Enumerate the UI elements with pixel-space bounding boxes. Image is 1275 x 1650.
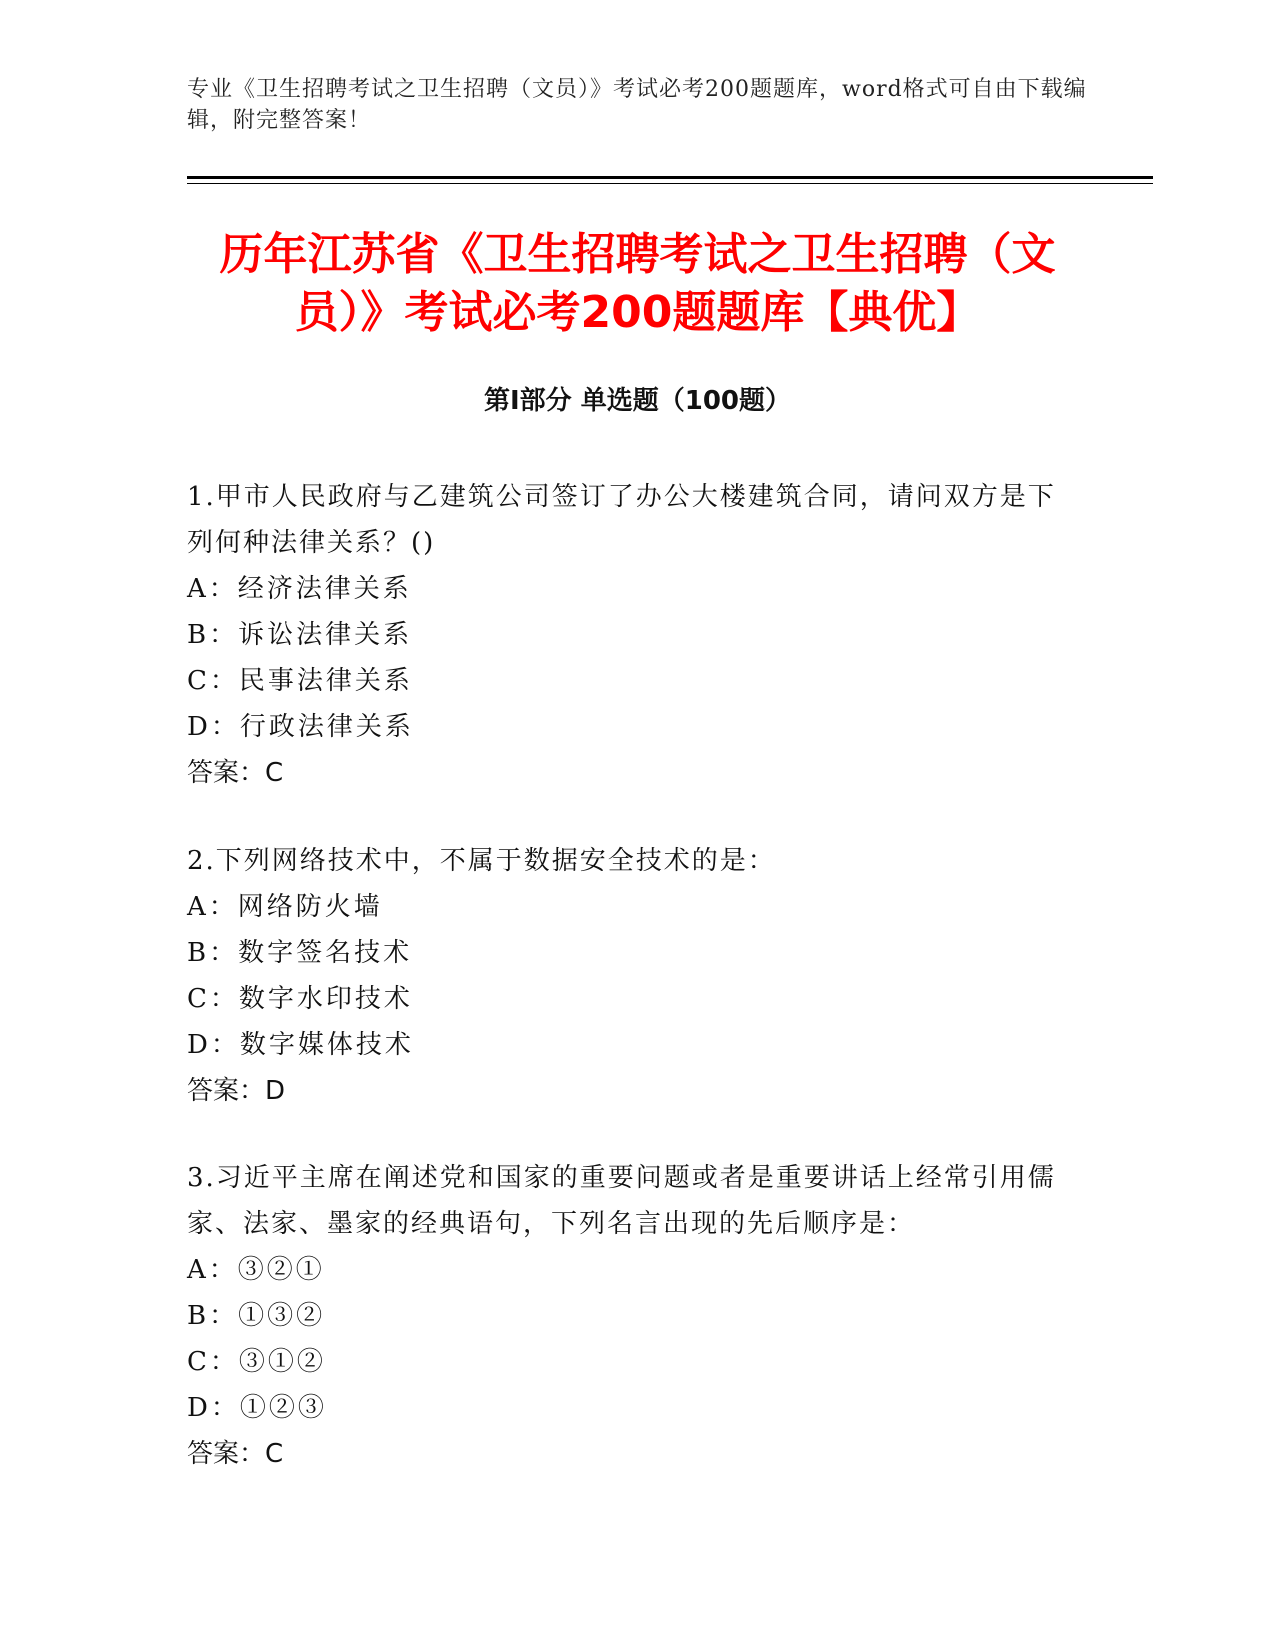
answer-line: 答案：C bbox=[187, 1439, 284, 1469]
header-divider-thin bbox=[187, 183, 1153, 184]
option-d: D：数字媒体技术 bbox=[187, 1030, 414, 1060]
section-title: 第Ⅰ部分 单选题（100题） bbox=[484, 386, 791, 416]
header-divider-thick bbox=[187, 176, 1153, 179]
document-title-line-1: 历年江苏省《卫生招聘考试之卫生招聘（文 bbox=[219, 229, 1056, 280]
option-c: C：民事法律关系 bbox=[187, 666, 413, 696]
document-title-line-2: 员）》考试必考200题题库【典优】 bbox=[294, 287, 981, 338]
answer-line: 答案：C bbox=[187, 758, 284, 788]
option-a: A：网络防火墙 bbox=[187, 892, 383, 922]
option-d: D：行政法律关系 bbox=[187, 712, 414, 742]
option-c: C：③①② bbox=[187, 1347, 326, 1377]
question-1 bbox=[187, 474, 1067, 796]
option-a: A：③②① bbox=[187, 1255, 325, 1285]
option-b: B：数字签名技术 bbox=[187, 938, 413, 968]
option-a: A：经济法律关系 bbox=[187, 574, 412, 604]
question-stem: 2.下列网络技术中，不属于数据安全技术的是： bbox=[187, 846, 776, 876]
question-stem: 1.甲市人民政府与乙建筑公司签订了办公大楼建筑合同，请问双方是下列何种法律关系？() bbox=[187, 482, 1056, 558]
option-b: B：①③② bbox=[187, 1301, 326, 1331]
document-header-note: 专业《卫生招聘考试之卫生招聘（文员）》考试必考200题题库，word格式可自由下载编辑，附完整答案！ bbox=[187, 77, 1087, 133]
option-d: D：①②③ bbox=[187, 1393, 327, 1423]
document-title bbox=[150, 226, 1125, 342]
question-2 bbox=[187, 838, 1067, 1114]
option-b: B：诉讼法律关系 bbox=[187, 620, 413, 650]
answer-line: 答案：D bbox=[187, 1076, 286, 1106]
question-3 bbox=[187, 1155, 1067, 1477]
option-c: C：数字水印技术 bbox=[187, 984, 413, 1014]
question-stem: 3.习近平主席在阐述党和国家的重要问题或者是重要讲话上经常引用儒家、法家、墨家的经典语句，下列名言出现的先后顺序是： bbox=[187, 1163, 1056, 1239]
